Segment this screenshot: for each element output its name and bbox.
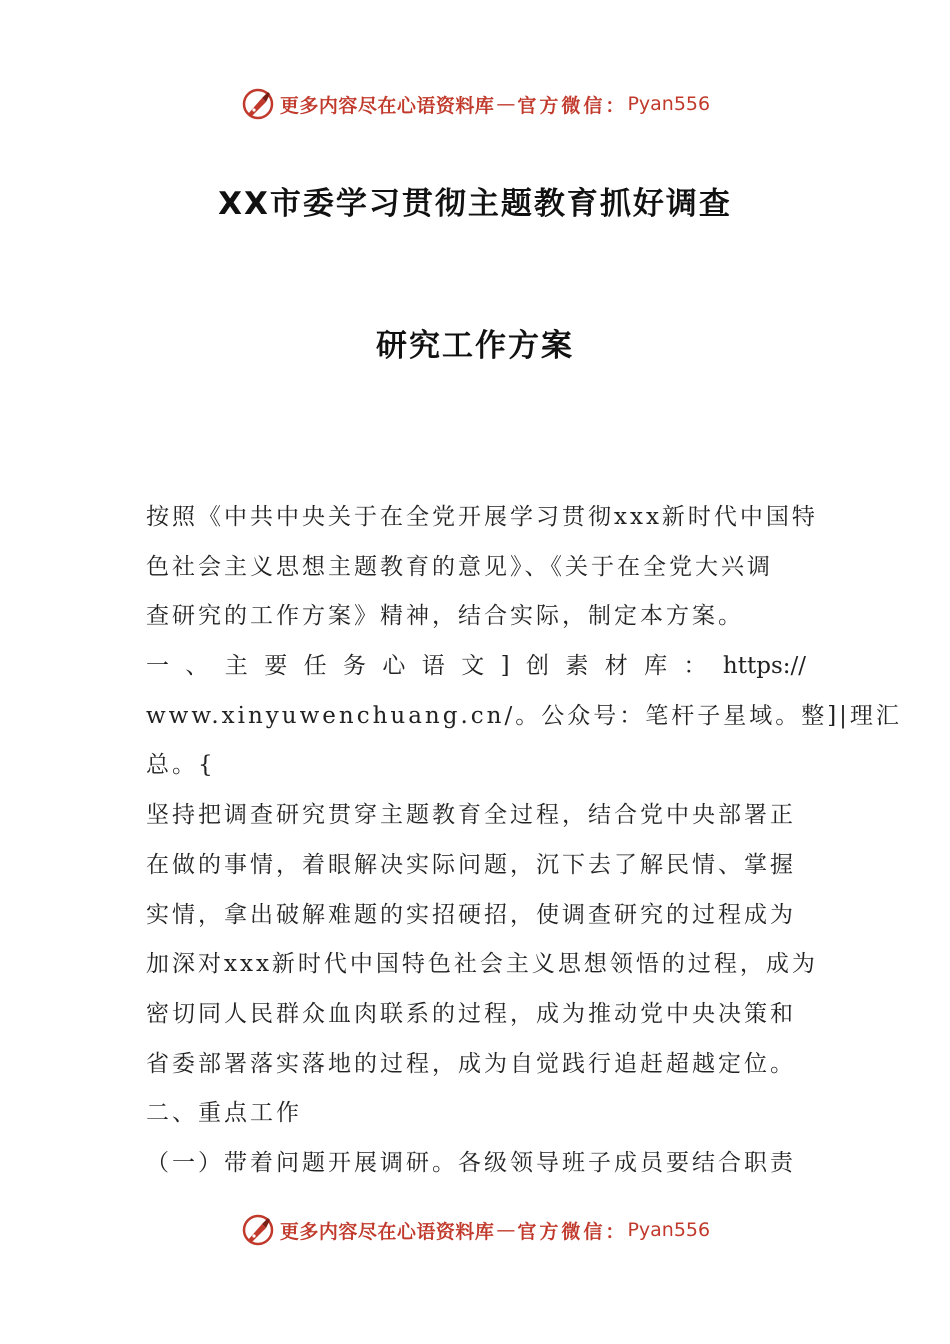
banner-promo-text: 更多内容尽在心语资料库 bbox=[279, 94, 495, 117]
body-line: 查研究的工作方案》精神，结合实际，制定本方案。 bbox=[146, 603, 744, 630]
body-line: 色社会主义思想主题教育的意见》、《关于在全党大兴调 bbox=[146, 553, 773, 580]
body-line: （一）带着问题开展调研。各级领导班子成员要结合职责 bbox=[146, 1149, 796, 1176]
banner-wechat-label: 官方微信： bbox=[517, 1220, 628, 1243]
banner-separator: — bbox=[496, 93, 516, 115]
body-line: 在做的事情，着眼解决实际问题，沉下去了解民情、掌握 bbox=[146, 851, 796, 878]
pen-nib-circle-icon bbox=[240, 1212, 276, 1248]
banner-separator: — bbox=[496, 1219, 516, 1241]
document-title-line2: 研究工作方案 bbox=[376, 328, 574, 364]
banner-wechat-id: Pyan556 bbox=[627, 93, 711, 115]
banner-wechat-label: 官方微信： bbox=[517, 94, 628, 117]
body-line: www.xinyuwenchuang.cn/。公众号：笔杆子星域。整]|理汇 bbox=[146, 702, 902, 729]
body-line: 实情，拿出破解难题的实招硬招，使调查研究的过程成为 bbox=[146, 901, 796, 928]
banner-promo-text: 更多内容尽在心语资料库 bbox=[279, 1220, 495, 1243]
body-line: 加深对xxx新时代中国特色社会主义思想领悟的过程，成为 bbox=[146, 951, 818, 978]
header-banner bbox=[0, 84, 950, 124]
section-heading-key-work: 二、重点工作 bbox=[146, 1100, 302, 1127]
document-body bbox=[146, 493, 902, 1189]
body-line: 按照《中共中央关于在全党开展学习贯彻xxx新时代中国特 bbox=[146, 504, 818, 530]
document-title-line1: XX市委学习贯彻主题教育抓好调查 bbox=[218, 186, 732, 222]
pen-nib-circle-icon bbox=[240, 86, 276, 122]
body-line: 省委部署落实落地的过程，成为自觉践行追赶超越定位。 bbox=[146, 1050, 796, 1077]
section-heading-main-tasks: 一、主要任务心语文]创素材库：https:// bbox=[146, 653, 806, 680]
body-line: 总。{ bbox=[146, 752, 216, 779]
banner-wechat-id: Pyan556 bbox=[627, 1219, 711, 1241]
body-line: 坚持把调查研究贯穿主题教育全过程，结合党中央部署正 bbox=[146, 802, 796, 829]
footer-banner bbox=[0, 1210, 950, 1250]
body-line: 密切同人民群众血肉联系的过程，成为推动党中央决策和 bbox=[146, 1000, 796, 1027]
